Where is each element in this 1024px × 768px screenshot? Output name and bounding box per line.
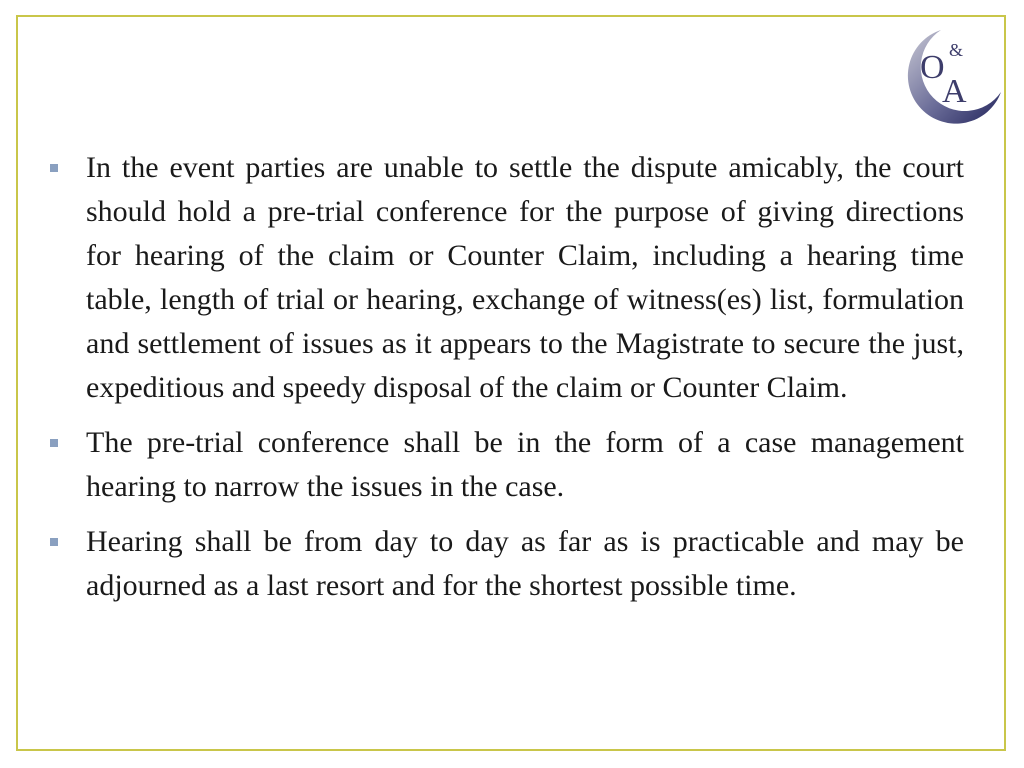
logo-letter-o: O [920,49,945,86]
bullet-text: The pre-trial conference shall be in the form of a case management hearing to narrow the issues in the case. [86,426,964,503]
bullet-item [46,421,964,509]
bullet-text: In the event parties are unable to settle the dispute amicably, the court should hold a pre-trial conference for the purpose of giving directions for hearing of the claim or Counter Claim, including a hearing time table, length of trial or hearing, exchange of witness(es) list, formulation and settlement of issues as it appears to the Magistrate to secure the just, expeditious and speedy disposal of the claim or Counter Claim. [86,151,964,404]
logo-ampersand: & [949,40,964,60]
square-bullet-icon [50,538,58,546]
square-bullet-icon [50,439,58,447]
bullet-text: Hearing shall be from day to day as far as is practicable and may be adjourned as a last resort and for the shortest possible time. [86,525,964,602]
logo-letter-a: A [942,73,967,110]
square-bullet-icon [50,164,58,172]
bullet-list [46,146,964,619]
firm-logo [893,26,1003,130]
logo-graphic [893,26,1003,130]
bullet-item [46,520,964,608]
bullet-item [46,146,964,410]
